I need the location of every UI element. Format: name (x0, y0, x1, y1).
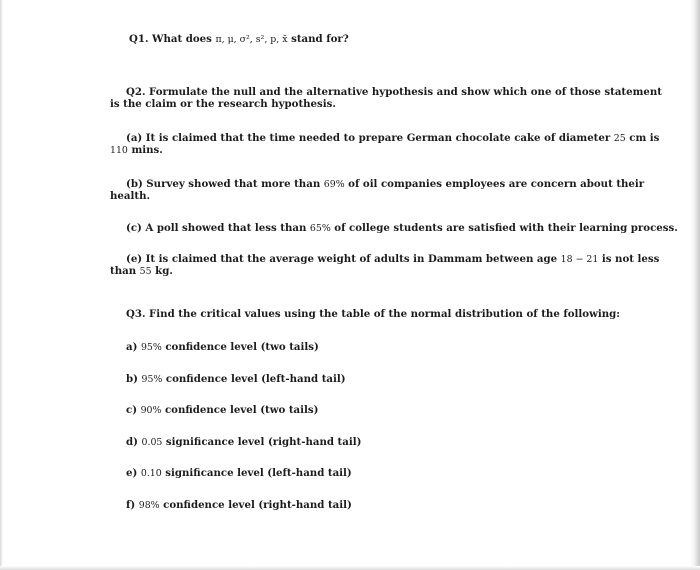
q2-a-number: 25 (613, 133, 626, 144)
q3-item-b (126, 373, 346, 386)
q2-item-c (126, 222, 678, 235)
q2-a-text-end: cm is (625, 132, 660, 144)
q1-symbols: π, μ, σ², s², p, x̄ (215, 34, 288, 45)
question-2-heading-line2: is the claim or the research hypothesis. (110, 98, 336, 110)
q2-item-a-line2 (110, 144, 163, 157)
q3-item-a (126, 341, 319, 354)
question-2-heading-line1: Q2. Formulate the null and the alternative hypothesis and show which one of those statement (126, 86, 662, 98)
q3-e-number: 0.10 (140, 468, 162, 479)
q2-item-e-line1 (126, 253, 659, 266)
q2-e-text-end: is not less (598, 253, 660, 265)
q3-f-text: confidence level (right-hand tail) (159, 499, 352, 511)
page-edge-bottom (0, 566, 700, 570)
q3-b-number: 95% (141, 374, 163, 385)
q2-c-number: 65% (309, 223, 331, 234)
q2-a-unit: mins. (127, 144, 163, 156)
q3-item-f (126, 499, 352, 512)
q2-e-number-2: 55 (139, 266, 152, 277)
q3-d-number: 0.05 (141, 437, 163, 448)
q2-e-text-2: than (110, 265, 140, 277)
q2-a-number-2: 110 (110, 145, 128, 156)
q2-e-number: 18 − 21 (560, 254, 599, 265)
q3-a-number: 95% (140, 342, 162, 353)
q2-b-number: 69% (323, 179, 345, 190)
q3-d-text: significance level (right-hand tail) (162, 436, 362, 448)
q2-c-text-end: of college students are satisfied with their learning process. (330, 222, 678, 234)
q2-a-text: (a) It is claimed that the time needed to prepare German chocolate cake of diameter (126, 132, 614, 144)
q2-e-text: (e) It is claimed that the average weight of adults in Dammam between age (126, 253, 561, 265)
q3-a-text: confidence level (two tails) (161, 341, 319, 353)
q2-item-a-line1 (126, 132, 659, 145)
q2-c-text: (c) A poll showed that less than (126, 222, 310, 234)
q3-c-number: 90% (140, 405, 162, 416)
q3-item-e (126, 467, 352, 480)
q3-d-label: d) (126, 436, 142, 448)
q3-a-label: a) (126, 341, 141, 353)
q3-item-c (126, 404, 318, 417)
q2-b-text-end: of oil companies employees are concern about their (344, 178, 645, 190)
q3-f-label: f) (126, 499, 139, 511)
q3-c-text: confidence level (two tails) (161, 404, 319, 416)
q3-e-label: e) (126, 467, 141, 479)
q3-b-label: b) (126, 373, 142, 385)
q3-f-number: 98% (138, 500, 160, 511)
q2-item-e-line2 (110, 265, 173, 278)
q2-item-b-line2: health. (110, 190, 151, 202)
question-1 (129, 33, 349, 46)
q3-b-text: confidence level (left-hand tail) (162, 373, 346, 385)
page-edge-right (690, 0, 700, 570)
q3-c-label: c) (126, 404, 141, 416)
q1-prefix: Q1. What does (129, 33, 216, 45)
page-edge-left (0, 0, 3, 570)
q2-item-b-line1 (126, 178, 644, 191)
q2-e-unit: kg. (151, 265, 173, 277)
q1-suffix: stand for? (287, 33, 349, 45)
q3-e-text: significance level (left-hand tail) (161, 467, 352, 479)
q3-item-d (126, 436, 361, 449)
question-3-heading: Q3. Find the critical values using the table of the normal distribution of the following: (126, 308, 620, 320)
q2-b-text: (b) Survey showed that more than (126, 178, 324, 190)
